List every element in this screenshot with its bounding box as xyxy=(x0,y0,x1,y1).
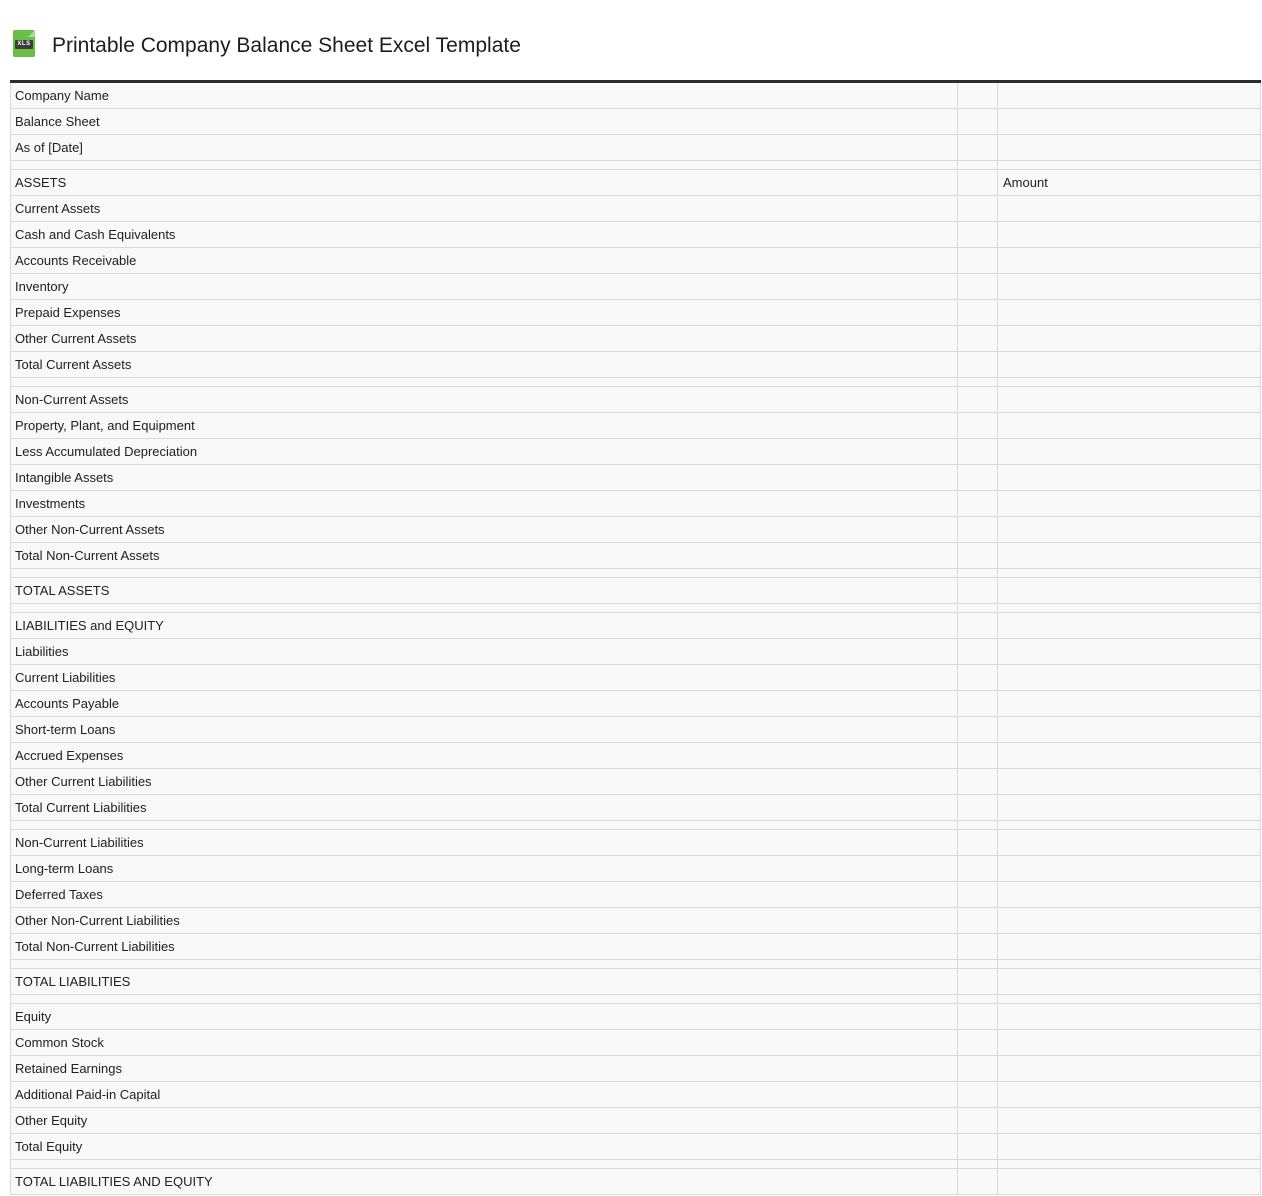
row-label-cell xyxy=(11,1160,958,1168)
gap-cell xyxy=(958,821,998,829)
amount-cell xyxy=(998,569,1261,577)
amount-cell xyxy=(998,995,1261,1003)
table-row xyxy=(10,300,1261,326)
gap-cell xyxy=(958,274,998,299)
table-row xyxy=(10,543,1261,569)
gap-cell xyxy=(958,161,998,169)
gap-cell xyxy=(958,995,998,1003)
amount-cell xyxy=(998,769,1261,794)
table-row xyxy=(10,795,1261,821)
amount-cell xyxy=(998,248,1261,273)
table-row xyxy=(10,639,1261,665)
table-row xyxy=(10,882,1261,908)
gap-cell xyxy=(958,1030,998,1055)
gap-cell xyxy=(958,387,998,412)
row-label-cell: Common Stock xyxy=(11,1030,958,1055)
amount-cell xyxy=(998,491,1261,516)
table-row xyxy=(10,691,1261,717)
row-label-cell xyxy=(11,604,958,612)
row-label-cell: Additional Paid-in Capital xyxy=(11,1082,958,1107)
row-label-cell: Other Equity xyxy=(11,1108,958,1133)
row-label-cell: Current Assets xyxy=(11,196,958,221)
row-label-cell xyxy=(11,960,958,968)
table-rows xyxy=(10,83,1261,1195)
table-row xyxy=(10,387,1261,413)
row-label-cell: Retained Earnings xyxy=(11,1056,958,1081)
row-label-cell xyxy=(11,569,958,577)
balance-sheet-table xyxy=(10,80,1261,1195)
gap-cell xyxy=(958,491,998,516)
table-row xyxy=(10,578,1261,604)
amount-cell xyxy=(998,387,1261,412)
table-row xyxy=(10,856,1261,882)
row-label-cell: Property, Plant, and Equipment xyxy=(11,413,958,438)
row-label-cell: Prepaid Expenses xyxy=(11,300,958,325)
header xyxy=(0,0,1262,80)
gap-cell xyxy=(958,517,998,542)
amount-cell xyxy=(998,1134,1261,1159)
amount-cell xyxy=(998,578,1261,603)
amount-cell xyxy=(998,274,1261,299)
gap-cell xyxy=(958,934,998,959)
row-label-cell: Other Current Liabilities xyxy=(11,769,958,794)
amount-cell xyxy=(998,1108,1261,1133)
spacer-row xyxy=(10,995,1261,1004)
amount-cell xyxy=(998,882,1261,907)
spacer-row xyxy=(10,569,1261,578)
gap-cell xyxy=(958,83,998,108)
amount-cell xyxy=(998,1004,1261,1029)
table-row xyxy=(10,1030,1261,1056)
table-row xyxy=(10,830,1261,856)
gap-cell xyxy=(958,222,998,247)
gap-cell xyxy=(958,604,998,612)
gap-cell xyxy=(958,248,998,273)
spacer-row xyxy=(10,604,1261,613)
row-label-cell: Cash and Cash Equivalents xyxy=(11,222,958,247)
row-label-cell: ASSETS xyxy=(11,170,958,195)
table-row xyxy=(10,491,1261,517)
row-label-cell: Investments xyxy=(11,491,958,516)
amount-cell: Amount xyxy=(998,170,1261,195)
xls-file-icon-label: XLS xyxy=(15,40,33,49)
gap-cell xyxy=(958,795,998,820)
table-row xyxy=(10,248,1261,274)
gap-cell xyxy=(958,326,998,351)
amount-cell xyxy=(998,665,1261,690)
gap-cell xyxy=(958,1160,998,1168)
gap-cell xyxy=(958,465,998,490)
gap-cell xyxy=(958,665,998,690)
amount-cell xyxy=(998,1160,1261,1168)
page-fold-icon xyxy=(28,30,35,37)
amount-cell xyxy=(998,1056,1261,1081)
amount-cell xyxy=(998,908,1261,933)
amount-cell xyxy=(998,352,1261,377)
row-label-cell: Other Non-Current Liabilities xyxy=(11,908,958,933)
table-row xyxy=(10,439,1261,465)
row-label-cell: Intangible Assets xyxy=(11,465,958,490)
table-row xyxy=(10,1134,1261,1160)
gap-cell xyxy=(958,1004,998,1029)
amount-cell xyxy=(998,691,1261,716)
amount-cell xyxy=(998,717,1261,742)
amount-cell xyxy=(998,543,1261,568)
table-row xyxy=(10,109,1261,135)
table-row xyxy=(10,352,1261,378)
row-label-cell xyxy=(11,821,958,829)
spacer-row xyxy=(10,960,1261,969)
row-label-cell: Total Equity xyxy=(11,1134,958,1159)
row-label-cell: Liabilities xyxy=(11,639,958,664)
gap-cell xyxy=(958,830,998,855)
amount-cell xyxy=(998,604,1261,612)
table-row xyxy=(10,717,1261,743)
row-label-cell: Less Accumulated Depreciation xyxy=(11,439,958,464)
spacer-row xyxy=(10,1160,1261,1169)
gap-cell xyxy=(958,569,998,577)
gap-cell xyxy=(958,352,998,377)
row-label-cell: Current Liabilities xyxy=(11,665,958,690)
row-label-cell: Company Name xyxy=(11,83,958,108)
spacer-row xyxy=(10,378,1261,387)
gap-cell xyxy=(958,1056,998,1081)
amount-cell xyxy=(998,1030,1261,1055)
table-row xyxy=(10,83,1261,109)
gap-cell xyxy=(958,1108,998,1133)
table-row xyxy=(10,1056,1261,1082)
table-row xyxy=(10,743,1261,769)
gap-cell xyxy=(958,1134,998,1159)
amount-cell xyxy=(998,109,1261,134)
amount-cell xyxy=(998,743,1261,768)
table-row xyxy=(10,1169,1261,1195)
gap-cell xyxy=(958,109,998,134)
row-label-cell: Accrued Expenses xyxy=(11,743,958,768)
gap-cell xyxy=(958,743,998,768)
table-row xyxy=(10,326,1261,352)
row-label-cell xyxy=(11,161,958,169)
table-row xyxy=(10,934,1261,960)
row-label-cell: Total Current Assets xyxy=(11,352,958,377)
gap-cell xyxy=(958,439,998,464)
gap-cell xyxy=(958,769,998,794)
row-label-cell: LIABILITIES and EQUITY xyxy=(11,613,958,638)
amount-cell xyxy=(998,856,1261,881)
amount-cell xyxy=(998,326,1261,351)
xls-file-icon xyxy=(13,30,35,57)
gap-cell xyxy=(958,639,998,664)
table-row xyxy=(10,170,1261,196)
gap-cell xyxy=(958,969,998,994)
amount-cell xyxy=(998,222,1261,247)
gap-cell xyxy=(958,196,998,221)
gap-cell xyxy=(958,856,998,881)
table-row xyxy=(10,274,1261,300)
row-label-cell: Non-Current Liabilities xyxy=(11,830,958,855)
gap-cell xyxy=(958,135,998,160)
amount-cell xyxy=(998,1169,1261,1194)
amount-cell xyxy=(998,161,1261,169)
amount-cell xyxy=(998,639,1261,664)
row-label-cell: Balance Sheet xyxy=(11,109,958,134)
row-label-cell xyxy=(11,995,958,1003)
table-row xyxy=(10,969,1261,995)
table-row xyxy=(10,1108,1261,1134)
gap-cell xyxy=(958,413,998,438)
amount-cell xyxy=(998,83,1261,108)
gap-cell xyxy=(958,691,998,716)
gap-cell xyxy=(958,1082,998,1107)
table-row xyxy=(10,135,1261,161)
amount-cell xyxy=(998,300,1261,325)
row-label-cell: TOTAL ASSETS xyxy=(11,578,958,603)
gap-cell xyxy=(958,882,998,907)
gap-cell xyxy=(958,300,998,325)
row-label-cell: Equity xyxy=(11,1004,958,1029)
gap-cell xyxy=(958,908,998,933)
amount-cell xyxy=(998,969,1261,994)
amount-cell xyxy=(998,960,1261,968)
amount-cell xyxy=(998,196,1261,221)
row-label-cell: Non-Current Assets xyxy=(11,387,958,412)
row-label-cell: Accounts Receivable xyxy=(11,248,958,273)
amount-cell xyxy=(998,795,1261,820)
amount-cell xyxy=(998,378,1261,386)
gap-cell xyxy=(958,578,998,603)
table-row xyxy=(10,769,1261,795)
row-label-cell: Total Non-Current Liabilities xyxy=(11,934,958,959)
table-row xyxy=(10,1004,1261,1030)
table-row xyxy=(10,413,1261,439)
amount-cell xyxy=(998,439,1261,464)
amount-cell xyxy=(998,465,1261,490)
amount-cell xyxy=(998,613,1261,638)
amount-cell xyxy=(998,517,1261,542)
row-label-cell: TOTAL LIABILITIES xyxy=(11,969,958,994)
gap-cell xyxy=(958,717,998,742)
table-row xyxy=(10,465,1261,491)
table-row xyxy=(10,222,1261,248)
row-label-cell: Deferred Taxes xyxy=(11,882,958,907)
gap-cell xyxy=(958,378,998,386)
table-row xyxy=(10,1082,1261,1108)
amount-cell xyxy=(998,821,1261,829)
spacer-row xyxy=(10,821,1261,830)
row-label-cell: Total Non-Current Assets xyxy=(11,543,958,568)
gap-cell xyxy=(958,613,998,638)
row-label-cell: Total Current Liabilities xyxy=(11,795,958,820)
gap-cell xyxy=(958,960,998,968)
table-row xyxy=(10,908,1261,934)
amount-cell xyxy=(998,135,1261,160)
row-label-cell xyxy=(11,378,958,386)
table-row xyxy=(10,517,1261,543)
amount-cell xyxy=(998,1082,1261,1107)
row-label-cell: Short-term Loans xyxy=(11,717,958,742)
gap-cell xyxy=(958,543,998,568)
amount-cell xyxy=(998,830,1261,855)
row-label-cell: Other Current Assets xyxy=(11,326,958,351)
gap-cell xyxy=(958,170,998,195)
table-row xyxy=(10,196,1261,222)
page-title: Printable Company Balance Sheet Excel Template xyxy=(52,34,521,57)
table-row xyxy=(10,613,1261,639)
gap-cell xyxy=(958,1169,998,1194)
row-label-cell: Inventory xyxy=(11,274,958,299)
row-label-cell: Long-term Loans xyxy=(11,856,958,881)
row-label-cell: Accounts Payable xyxy=(11,691,958,716)
table-row xyxy=(10,665,1261,691)
row-label-cell: As of [Date] xyxy=(11,135,958,160)
amount-cell xyxy=(998,934,1261,959)
row-label-cell: Other Non-Current Assets xyxy=(11,517,958,542)
amount-cell xyxy=(998,413,1261,438)
row-label-cell: TOTAL LIABILITIES AND EQUITY xyxy=(11,1169,958,1194)
spacer-row xyxy=(10,161,1261,170)
